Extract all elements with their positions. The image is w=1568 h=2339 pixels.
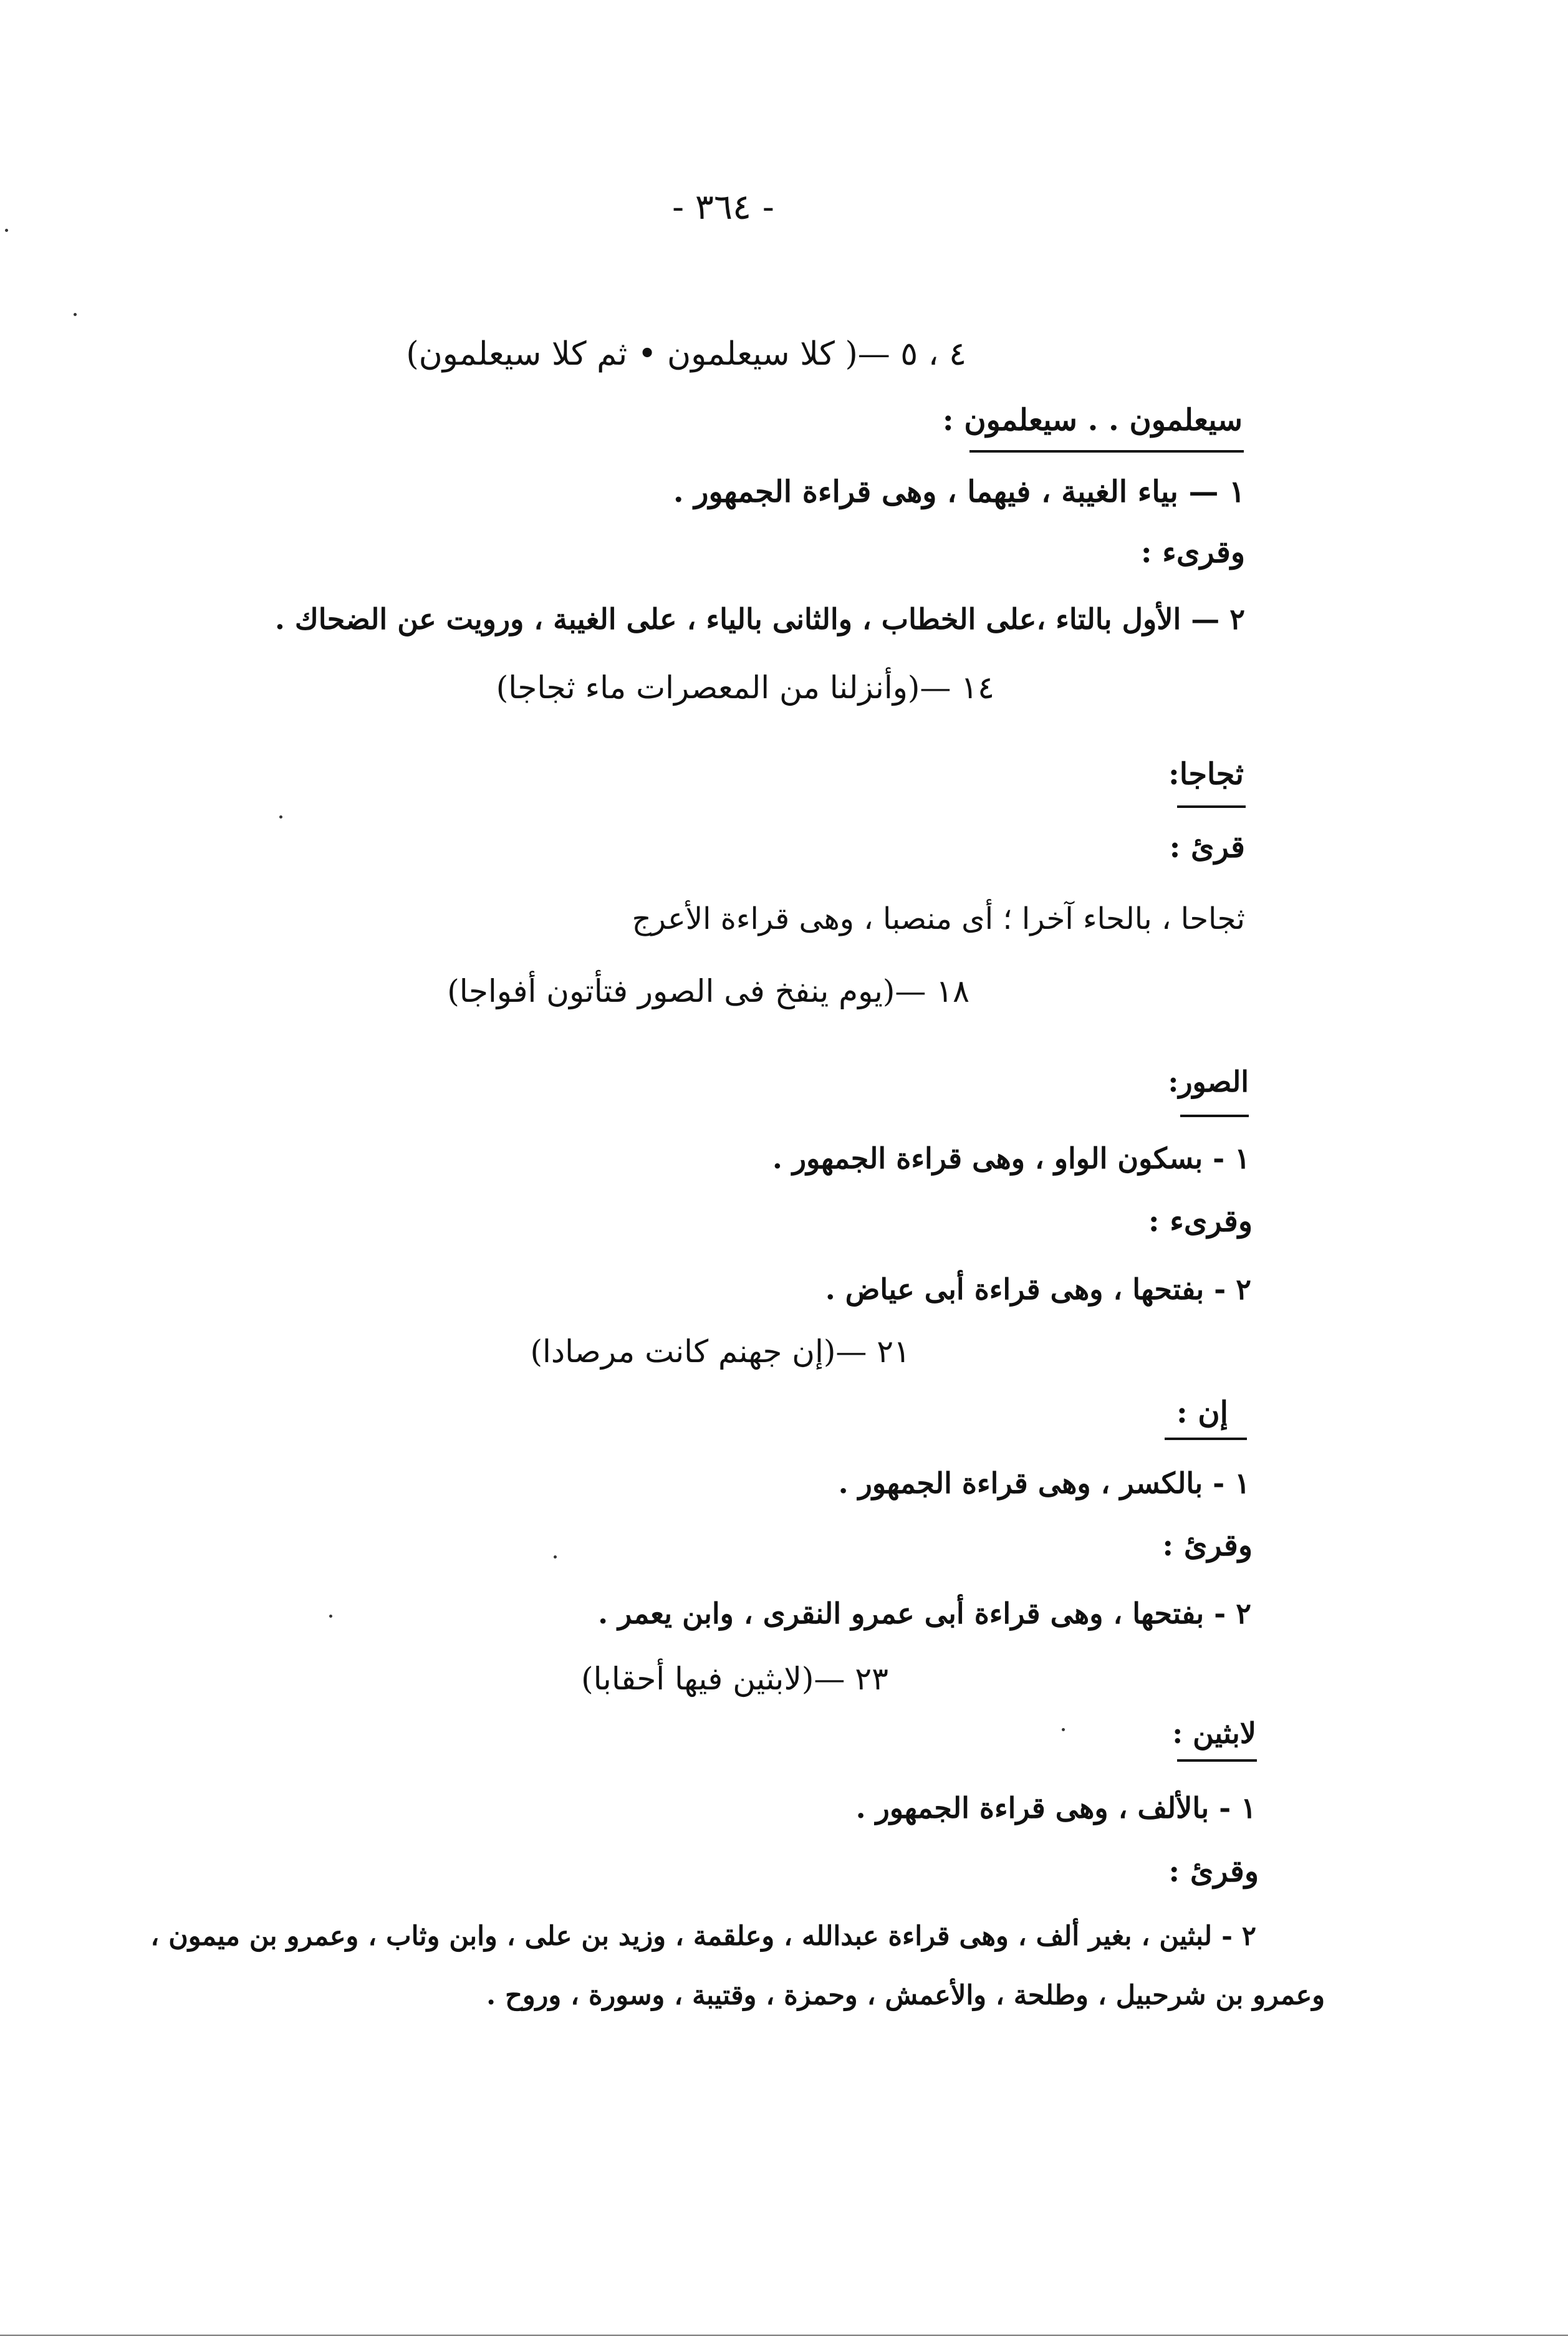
verse-heading: ٢٣ —(لابثين فيها أحقابا)	[581, 1661, 888, 1697]
verse-heading: ٤ ، ٥ —( كلا سيعلمون • ثم كلا سيعلمون)	[406, 335, 966, 373]
reading-line: ٢ - لبثين ، بغير ألف ، وهى قراءة عبدالله ، وعلقمة ، وزيد بن على ، وابن وثاب ، وعمرو بن ميمون ،	[150, 1921, 1256, 1952]
other-readings-label: وقرئ :	[1168, 1854, 1259, 1889]
scan-speck	[279, 815, 282, 819]
other-readings-label: قرئ :	[1169, 830, 1245, 865]
other-readings-label: وقرىء :	[1140, 535, 1245, 570]
reading-line: وعمرو بن شرحبيل ، وطلحة ، والأعمش ، وحمزة ، وقتيبة ، وسورة ، وروح .	[486, 1980, 1325, 2011]
reading-line: ١ - بسكون الواو ، وهى قراءة الجمهور .	[772, 1141, 1250, 1175]
word-heading: ثجاجا:	[1168, 757, 1244, 792]
verse-heading: ٢١ —(إن جهنم كانت مرصادا)	[530, 1333, 910, 1370]
heading-underline	[1177, 805, 1246, 808]
verse-heading: ١٨ —(يوم ينفخ فى الصور فتأتون أفواجا)	[447, 973, 969, 1009]
reading-line: ٢ - بفتحها ، وهى قراءة أبى عمرو النقرى ، وابن يعمر .	[598, 1597, 1251, 1630]
bottom-edge-rule	[0, 2335, 1568, 2336]
other-readings-label: وقرئ :	[1162, 1528, 1253, 1563]
heading-underline	[1180, 1115, 1249, 1117]
reading-line: ٢ — الأول بالتاء ،على الخطاب ، والثانى بالياء ، على الغيبة ، ورويت عن الضحاك .	[274, 602, 1245, 636]
reading-line: ١ - بالألف ، وهى قراءة الجمهور .	[855, 1791, 1256, 1825]
word-heading: إن :	[1176, 1395, 1228, 1430]
page-number: - ٣٦٤ -	[672, 187, 774, 228]
reading-line: ثجاحا ، بالحاء آخرا ؛ أى منصبا ، وهى قراءة الأعرج	[632, 901, 1245, 936]
scan-speck	[554, 1555, 557, 1559]
word-heading: سيعلمون . . سيعلمون :	[942, 403, 1243, 438]
heading-underline	[1177, 1759, 1257, 1762]
word-heading: الصور:	[1168, 1065, 1249, 1098]
scan-speck	[74, 313, 77, 316]
word-heading: لابثين :	[1172, 1716, 1256, 1750]
reading-line: ١ - بالكسر ، وهى قراءة الجمهور .	[838, 1466, 1250, 1500]
scan-speck	[1062, 1728, 1065, 1731]
other-readings-label: وقرىء :	[1148, 1204, 1253, 1239]
verse-heading: ١٤ —(وأنزلنا من المعصرات ماء ثجاجا)	[496, 670, 994, 706]
reading-line: ٢ - بفتحها ، وهى قراءة أبى عياض .	[825, 1272, 1251, 1306]
scan-speck	[5, 229, 8, 232]
scan-speck	[329, 1615, 332, 1618]
reading-line: ١ — بياء الغيبة ، فيهما ، وهى قراءة الجمهور .	[673, 474, 1245, 509]
heading-underline	[1165, 1438, 1247, 1440]
heading-underline	[969, 450, 1244, 453]
